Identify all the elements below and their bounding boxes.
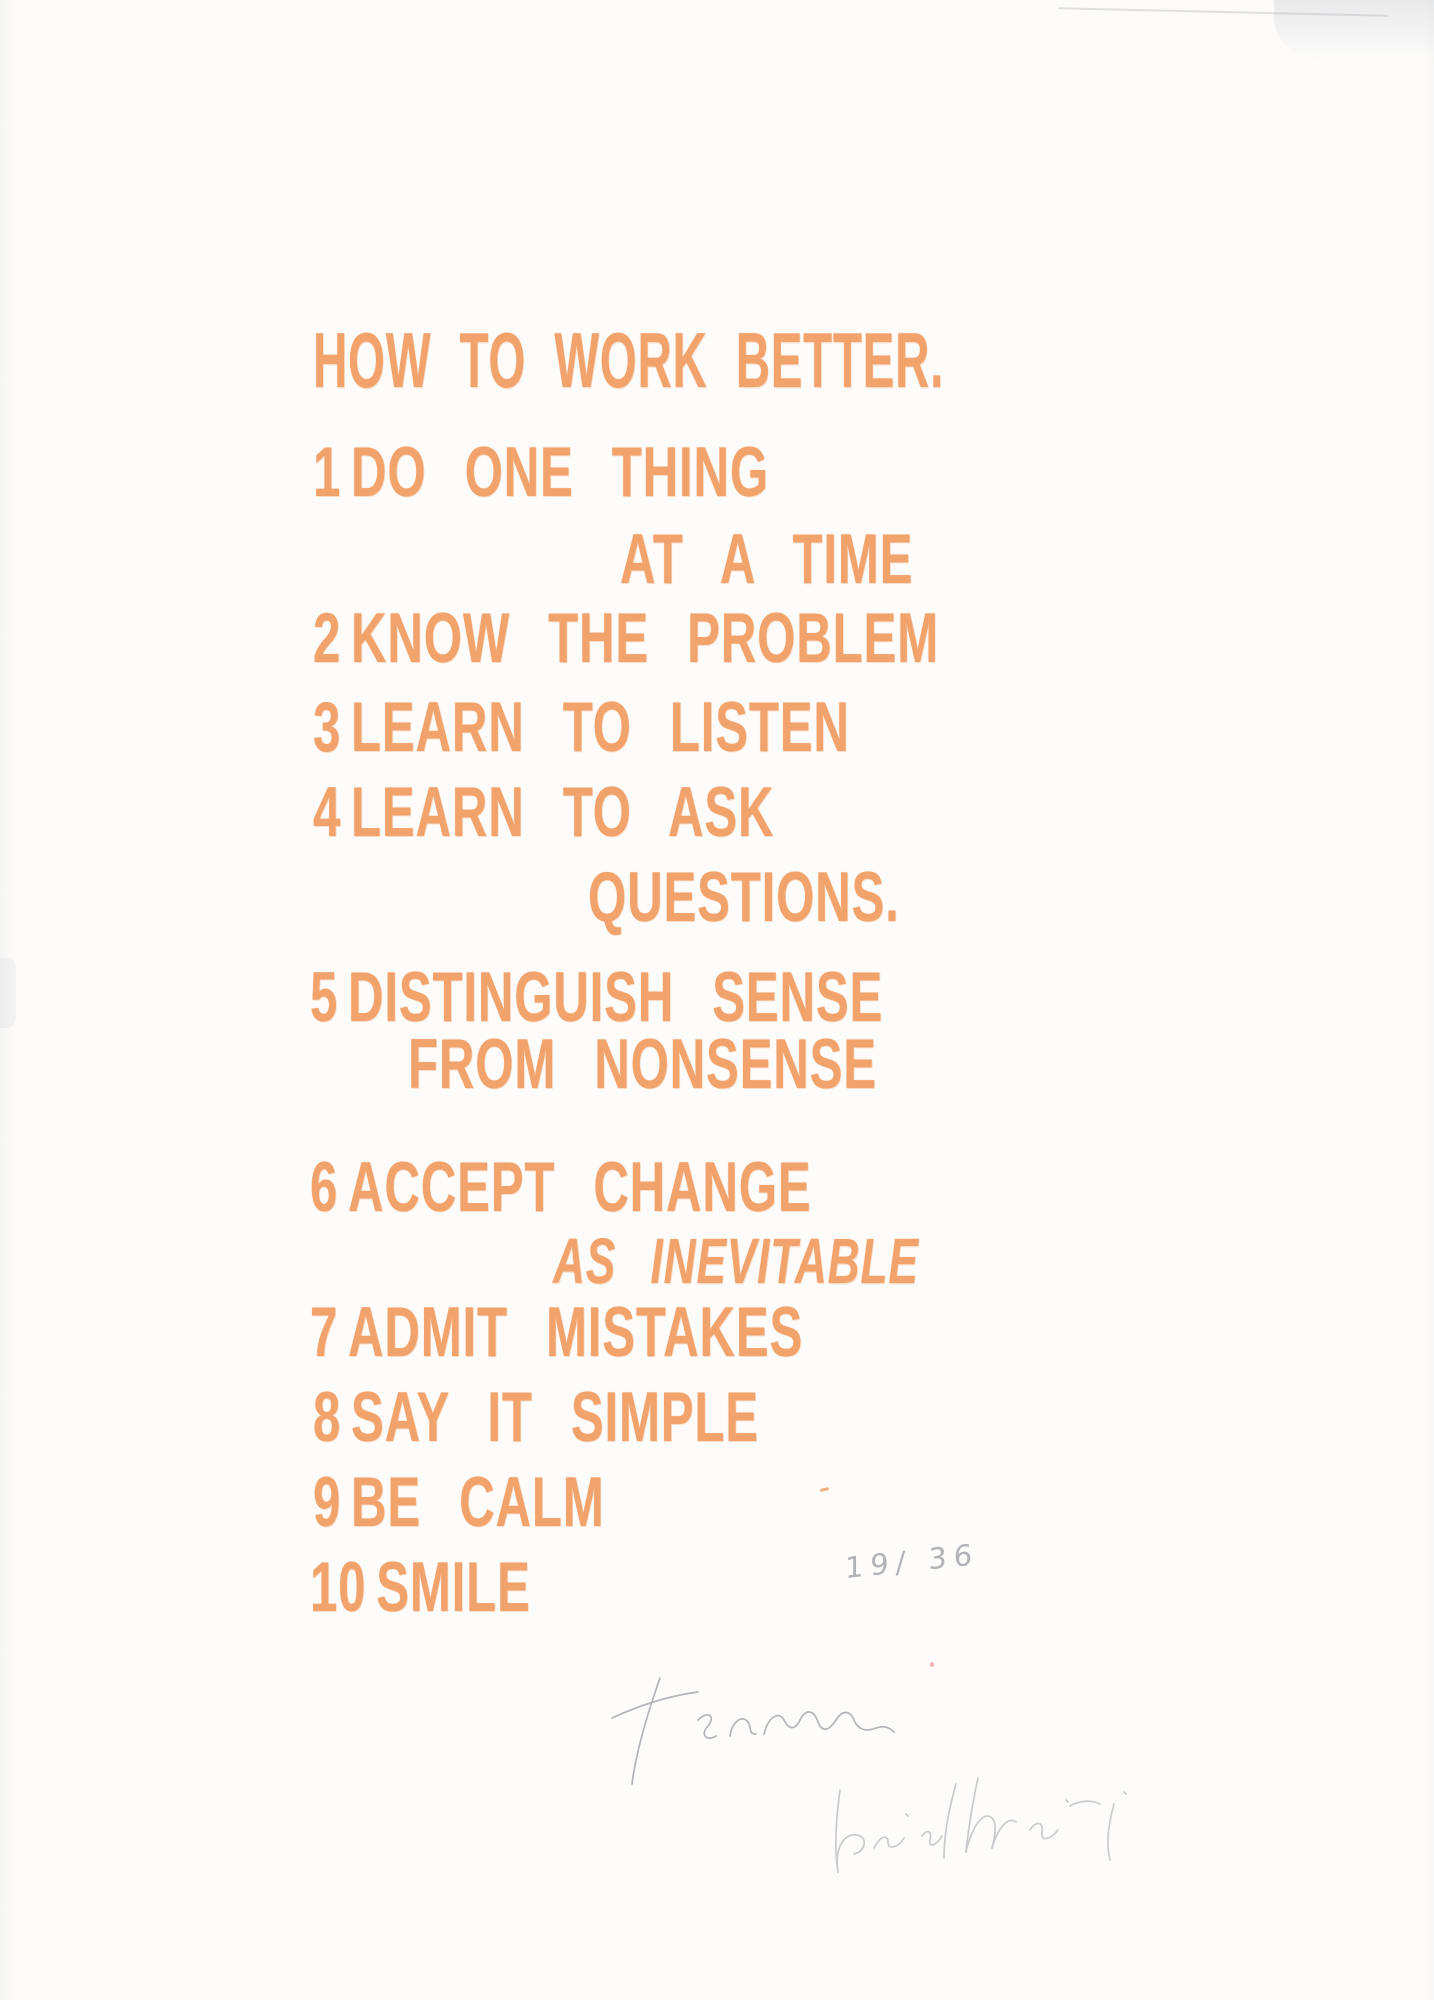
artwork-title: HOW TO WORK BETTER. bbox=[313, 316, 945, 404]
rule-text: BE CALM bbox=[351, 1462, 605, 1542]
rule-line-2 bbox=[313, 598, 939, 678]
rule-text: AT A TIME bbox=[620, 519, 914, 599]
rule-number: 8 bbox=[313, 1377, 342, 1457]
paper-smudge-left bbox=[0, 958, 16, 1028]
rule-text: DO ONE THING bbox=[351, 432, 769, 512]
rule-text: SMILE bbox=[376, 1547, 531, 1627]
rule-text: ACCEPT CHANGE bbox=[348, 1147, 812, 1227]
rule-text: LEARN TO LISTEN bbox=[351, 687, 850, 767]
rule-number: 1 bbox=[313, 432, 342, 512]
rule-line-4-continuation bbox=[588, 857, 900, 937]
rule-text: FROM NONSENSE bbox=[408, 1024, 877, 1104]
rule-text: QUESTIONS. bbox=[588, 857, 900, 937]
rule-line-3 bbox=[313, 687, 850, 767]
rule-line-5 bbox=[310, 957, 884, 1037]
rule-text: DISTINGUISH SENSE bbox=[348, 957, 884, 1037]
rule-line-4 bbox=[313, 772, 775, 852]
signature-scribble-2 bbox=[818, 1748, 1158, 1883]
rule-line-6 bbox=[310, 1147, 812, 1227]
rule-number: 4 bbox=[313, 772, 342, 852]
scan-shading-top-right bbox=[1274, 0, 1434, 66]
rule-text: KNOW THE PROBLEM bbox=[351, 598, 939, 678]
rule-line-10 bbox=[310, 1547, 531, 1627]
rule-text: LEARN TO ASK bbox=[351, 772, 775, 852]
edition-number: 19/ 36 bbox=[845, 1536, 980, 1586]
ink-speck bbox=[820, 1487, 829, 1492]
rule-number: 5 bbox=[310, 957, 339, 1037]
rule-number: 7 bbox=[310, 1292, 339, 1372]
rule-line-1-continuation bbox=[620, 519, 914, 599]
rule-line-5-continuation bbox=[408, 1024, 877, 1104]
rule-line-1 bbox=[313, 432, 769, 512]
rule-text: ADMIT MISTAKES bbox=[348, 1292, 804, 1372]
rule-text: AS INEVITABLE bbox=[553, 1226, 919, 1298]
rule-line-8 bbox=[313, 1377, 759, 1457]
rule-number: 9 bbox=[313, 1462, 342, 1542]
red-speck bbox=[930, 1662, 934, 1667]
rule-line-7 bbox=[310, 1292, 804, 1372]
rule-number: 2 bbox=[313, 598, 342, 678]
rule-line-6-continuation bbox=[553, 1226, 919, 1298]
rule-number: 10 bbox=[310, 1547, 367, 1627]
rule-line-9 bbox=[313, 1462, 605, 1542]
rule-number: 6 bbox=[310, 1147, 339, 1227]
rule-number: 3 bbox=[313, 687, 342, 767]
rule-text: SAY IT SIMPLE bbox=[351, 1377, 759, 1457]
